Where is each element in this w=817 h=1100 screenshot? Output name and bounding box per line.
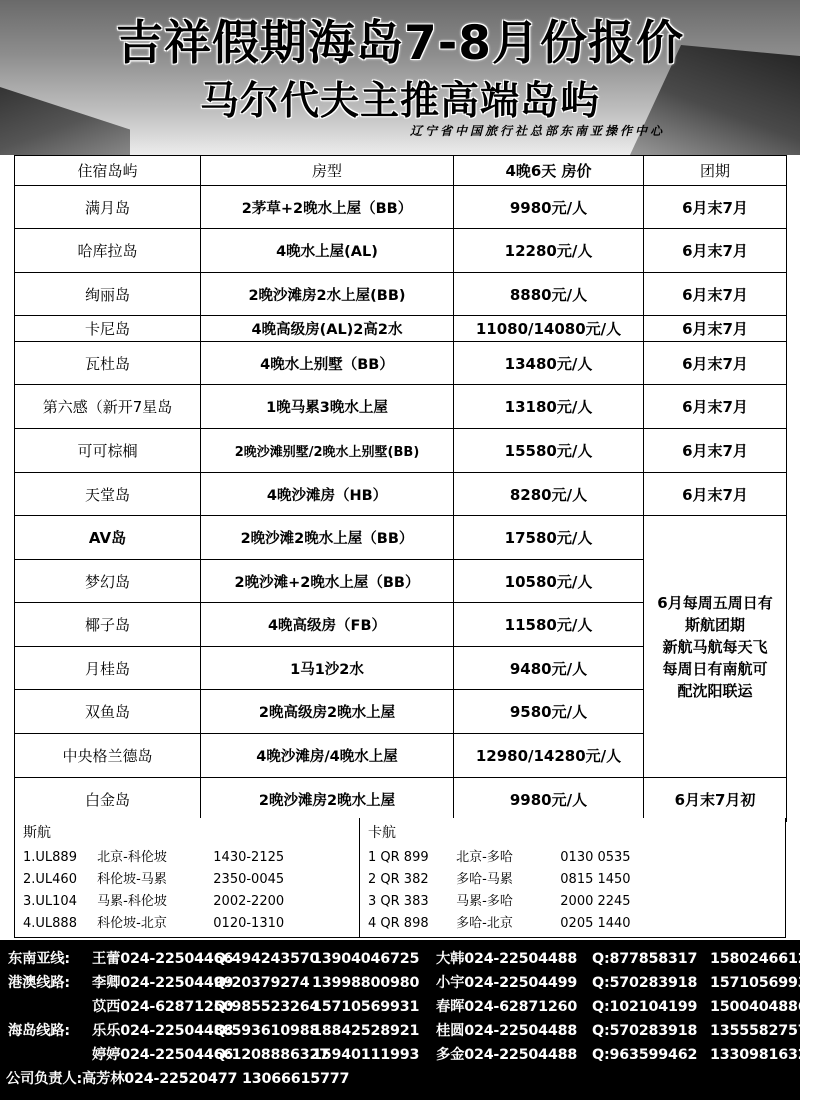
price-table — [14, 155, 787, 822]
header-island: 住宿岛屿 — [15, 156, 201, 186]
line-label: 东南亚线: — [8, 951, 70, 967]
period-cell: 6月末7月初 — [644, 778, 787, 822]
note-line: 新航马航每天飞 — [662, 637, 768, 656]
price-cell: 9480元/人 — [454, 647, 644, 690]
flight-route: 多哈-马累 — [456, 872, 513, 887]
table-row — [15, 316, 787, 342]
flight-time: 0815 1450 — [560, 872, 631, 887]
contact-qq: Q:985523264 — [214, 999, 320, 1015]
table-row — [15, 273, 787, 316]
price-cell: 8880元/人 — [454, 273, 644, 316]
period-cell: 6月末7月 — [644, 385, 787, 429]
flight-route: 科伦坡-马累 — [97, 872, 167, 887]
table-header-row — [15, 156, 787, 186]
price-cell: 12980/14280元/人 — [454, 734, 644, 778]
contact-qq: Q:963599462 — [592, 1047, 698, 1063]
price-cell: 9980元/人 — [454, 778, 644, 822]
period-cell: 6月末7月 — [644, 229, 787, 273]
island-cell: 哈库拉岛 — [15, 229, 201, 273]
flight-time: 0205 1440 — [560, 916, 631, 931]
srilankan-flights — [15, 818, 360, 938]
contact-phone: 乐乐024-22504488 — [92, 1023, 234, 1039]
room-cell: 2晚沙滩房2水上屋(BB) — [201, 273, 454, 316]
room-cell: 4晚沙滩房（HB） — [201, 473, 454, 516]
flight-row — [23, 868, 284, 887]
period-cell: 6月末7月 — [644, 273, 787, 316]
contact-qq: Q:593610988 — [214, 1023, 320, 1039]
price-cell: 17580元/人 — [454, 516, 644, 560]
island-cell: 满月岛 — [15, 186, 201, 229]
island-cell: 绚丽岛 — [15, 273, 201, 316]
contact-qq: Q:1208886327 — [214, 1047, 329, 1063]
flight-number: 1.UL889 — [23, 850, 77, 865]
room-cell: 1晚马累3晚水上屋 — [201, 385, 454, 429]
contact-qq: Q:570283918 — [592, 1023, 698, 1039]
manager-contact: 公司负责人:高芳林024-22520477 13066615777 — [6, 1071, 350, 1087]
island-cell: 中央格兰德岛 — [15, 734, 201, 778]
merged-period-note — [644, 516, 787, 778]
header-price: 4晚6天 房价 — [454, 156, 644, 186]
island-cell: 月桂岛 — [15, 647, 201, 690]
contact-qq: Q:494243570 — [214, 951, 320, 967]
contact-phone: 婷婷024-22504466 — [92, 1047, 234, 1063]
flight-row — [23, 846, 284, 865]
contact-mobile: 15710569931 — [312, 999, 420, 1015]
table-row — [15, 516, 787, 560]
flight-row — [368, 868, 631, 887]
contact-qq: Q:570283918 — [592, 975, 698, 991]
contact-mobile: 13998800980 — [312, 975, 420, 991]
island-cell: 双鱼岛 — [15, 690, 201, 734]
flight-time: 1430-2125 — [213, 850, 285, 865]
flight-row — [368, 912, 631, 931]
price-cell: 9980元/人 — [454, 186, 644, 229]
header-period: 团期 — [644, 156, 787, 186]
flight-time: 2000 2245 — [560, 894, 631, 909]
contact-qq: Q:20379274 — [214, 975, 310, 991]
price-cell: 13180元/人 — [454, 385, 644, 429]
contact-phone: 苡西024-62871250 — [92, 999, 234, 1015]
room-cell: 2晚沙滩房2晚水上屋 — [201, 778, 454, 822]
contact-mobile: 13904046725 — [312, 951, 420, 967]
room-cell: 1马1沙2水 — [201, 647, 454, 690]
island-cell: 天堂岛 — [15, 473, 201, 516]
room-cell: 4晚高级房（FB） — [201, 603, 454, 647]
flight-schedule — [14, 818, 786, 938]
contact-phone: 王蕾024-22504466 — [92, 951, 234, 967]
contact-row — [8, 972, 817, 996]
flight-row — [23, 912, 284, 931]
price-cell: 11080/14080元/人 — [454, 316, 644, 342]
flight-row — [368, 846, 631, 865]
period-cell: 6月末7月 — [644, 342, 787, 385]
line-label: 港澳线路: — [8, 975, 70, 991]
contact-mobile: 15940111993 — [312, 1047, 420, 1063]
qatar-title: 卡航 — [368, 825, 396, 841]
island-cell: 椰子岛 — [15, 603, 201, 647]
island-cell: AV岛 — [15, 516, 201, 560]
flight-route: 马累-科伦坡 — [97, 894, 167, 909]
island-cell: 瓦杜岛 — [15, 342, 201, 385]
contact-qq: Q:102104199 — [592, 999, 698, 1015]
flight-route: 马累-多哈 — [456, 894, 513, 909]
contact-mobile: 13309816321 — [710, 1047, 817, 1063]
room-cell: 2晚沙滩2晚水上屋（BB） — [201, 516, 454, 560]
flight-number: 1 QR 899 — [368, 850, 429, 865]
period-cell: 6月末7月 — [644, 473, 787, 516]
note-line: 配沈阳联运 — [677, 681, 753, 700]
room-cell: 4晚沙滩房/4晚水上屋 — [201, 734, 454, 778]
contact-mobile: 15004048864 — [710, 999, 817, 1015]
price-cell: 15580元/人 — [454, 429, 644, 473]
room-cell: 4晚高级房(AL)2高2水 — [201, 316, 454, 342]
period-cell: 6月末7月 — [644, 429, 787, 473]
flight-route: 科伦坡-北京 — [97, 916, 167, 931]
flight-time: 0130 0535 — [560, 850, 631, 865]
srilankan-title: 斯航 — [23, 825, 51, 841]
table-row — [15, 473, 787, 516]
flight-number: 3.UL104 — [23, 894, 77, 909]
organization-name: 辽宁省中国旅行社总部东南亚操作中心 — [409, 124, 665, 138]
flight-number: 2.UL460 — [23, 872, 77, 887]
room-cell: 4晚水上屋(AL) — [201, 229, 454, 273]
contact-row — [8, 996, 817, 1020]
table-row — [15, 229, 787, 273]
contact-phone: 李卿024-22504499 — [92, 975, 234, 991]
flight-number: 4.UL888 — [23, 916, 77, 931]
flight-route: 多哈-北京 — [456, 916, 513, 931]
contact-phone: 桂圆024-22504488 — [436, 1023, 578, 1039]
qatar-flights — [360, 818, 787, 938]
flight-number: 2 QR 382 — [368, 872, 429, 887]
room-cell: 2晚沙滩别墅/2晚水上别墅(BB) — [201, 429, 454, 473]
line-label: 海岛线路: — [8, 1023, 70, 1039]
island-cell: 卡尼岛 — [15, 316, 201, 342]
contact-row — [8, 1044, 817, 1068]
table-row — [15, 385, 787, 429]
table-row — [15, 778, 787, 822]
contact-phone: 小宇024-22504499 — [436, 975, 578, 991]
table-row — [15, 429, 787, 473]
flight-row — [368, 890, 631, 909]
room-cell: 2晚高级房2晚水上屋 — [201, 690, 454, 734]
flight-route: 北京-多哈 — [456, 850, 513, 865]
table-row — [15, 186, 787, 229]
period-cell: 6月末7月 — [644, 316, 787, 342]
flight-time: 2002-2200 — [213, 894, 285, 909]
room-cell: 2晚沙滩+2晚水上屋（BB） — [201, 560, 454, 603]
table-row — [15, 342, 787, 385]
contact-phone: 大韩024-22504488 — [436, 951, 578, 967]
contact-row — [8, 948, 817, 972]
contact-mobile: 18842528921 — [312, 1023, 420, 1039]
flight-time: 0120-1310 — [213, 916, 285, 931]
flight-row — [23, 890, 284, 909]
price-cell: 9580元/人 — [454, 690, 644, 734]
note-line: 6月每周五周日有 — [657, 593, 773, 612]
note-line: 斯航团期 — [684, 615, 745, 634]
header-banner — [0, 0, 800, 155]
contact-mobile: 15802466128 — [710, 951, 817, 967]
price-cell: 8280元/人 — [454, 473, 644, 516]
contact-qq: Q:877858317 — [592, 951, 698, 967]
header-room: 房型 — [201, 156, 454, 186]
island-cell: 梦幻岛 — [15, 560, 201, 603]
room-cell: 4晚水上别墅（BB） — [201, 342, 454, 385]
contact-row — [8, 1020, 817, 1044]
island-cell: 第六感（新开7星岛 — [15, 385, 201, 429]
price-cell: 10580元/人 — [454, 560, 644, 603]
flight-route: 北京-科伦坡 — [97, 850, 167, 865]
price-cell: 13480元/人 — [454, 342, 644, 385]
contact-phone: 多金024-22504488 — [436, 1047, 578, 1063]
contact-mobile: 13555827575 — [710, 1023, 817, 1039]
page-title: 吉祥假期海岛7-8月份报价 — [116, 16, 684, 71]
contact-panel — [0, 940, 817, 1100]
period-cell: 6月末7月 — [644, 186, 787, 229]
island-cell: 白金岛 — [15, 778, 201, 822]
contact-phone: 春晖024-62871260 — [436, 999, 578, 1015]
price-cell: 11580元/人 — [454, 603, 644, 647]
island-cell: 可可棕榈 — [15, 429, 201, 473]
room-cell: 2茅草+2晚水上屋（BB） — [201, 186, 454, 229]
page-subtitle: 马尔代夫主推高端岛屿 — [199, 79, 600, 124]
flight-time: 2350-0045 — [213, 872, 285, 887]
flight-number: 3 QR 383 — [368, 894, 429, 909]
note-line: 每周日有南航可 — [662, 659, 768, 678]
price-cell: 12280元/人 — [454, 229, 644, 273]
contact-mobile: 15710569932 — [710, 975, 817, 991]
flight-number: 4 QR 898 — [368, 916, 429, 931]
